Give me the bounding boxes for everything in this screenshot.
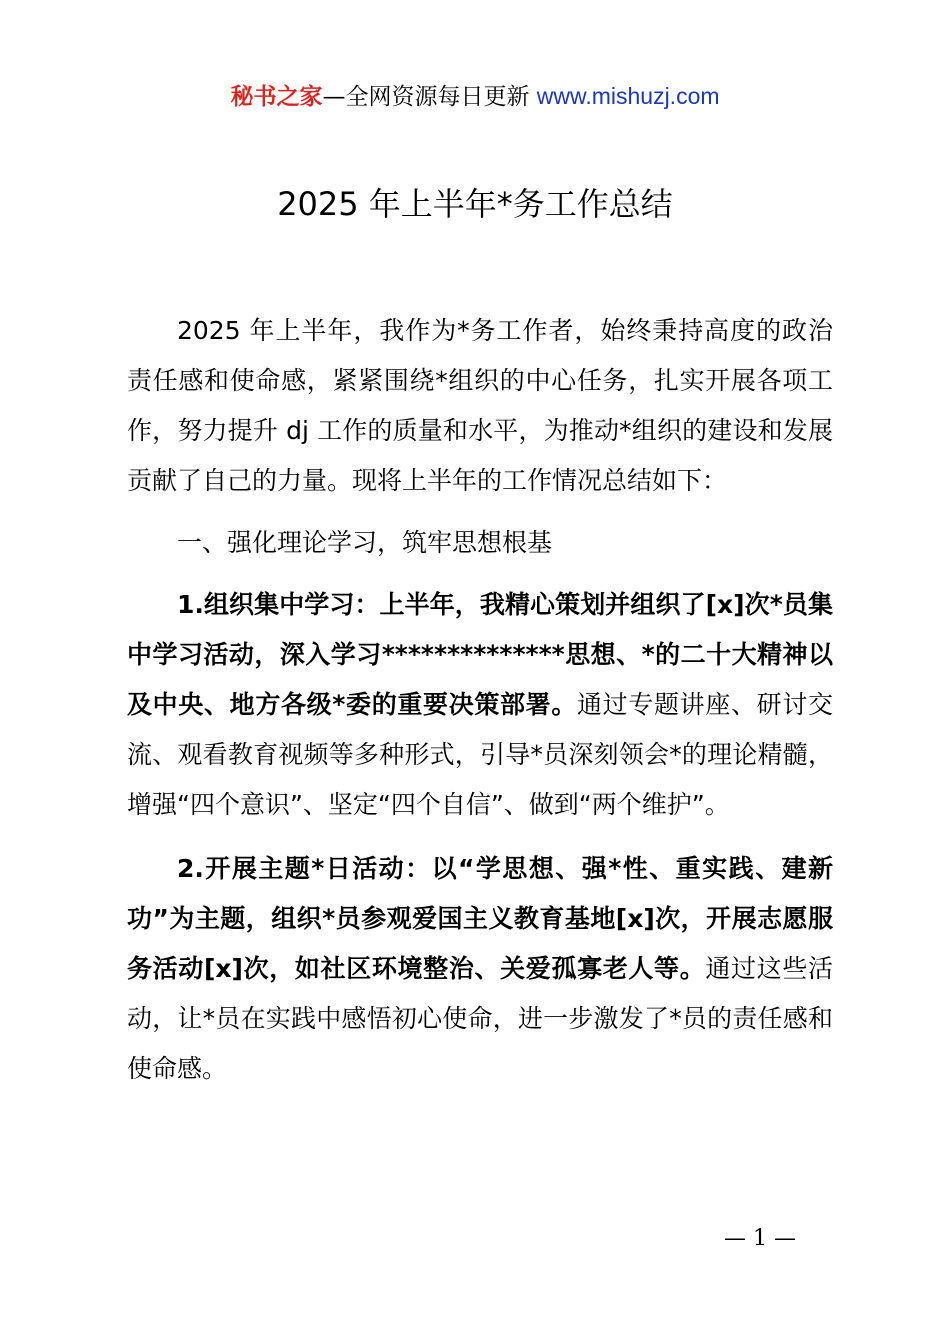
list-item [127,844,833,1094]
brand-name: 秘书之家 [230,84,323,110]
item-text: 通过这些活动，让*员在实践中感悟初心使命，进一步激发了*员的责任感和使命感。 [127,954,833,1083]
list-item [127,580,833,830]
document-title: 2025 年上半年*务工作总结 [277,185,673,223]
intro-paragraph: 2025 年上半年，我作为*务工作者，始终秉持高度的政治责任感和使命感，紧紧围绕*组织的中心任务，扎实开展各项工作，努力提升 dj 工作的质量和水平，为推动*组织的建设和发展贡献了自己的力量。现将上半年的工作情况总结如下： [127,316,833,495]
item-lead: 1.组织集中学习：上半年，我精心策划并组织了[x]次*员集中学习活动，深入学习**************思想、*的二十大精神以及中央、地方各级*委的重要决策部署。 [127,590,833,719]
document-body [127,306,833,1094]
item-lead: 2.开展主题*日活动：以“学思想、强*性、重实践、建新功”为主题，组织*员参观爱国主义教育基地[x]次，开展志愿服务活动[x]次，如社区环境整治、关爱孤寡老人等。 [127,854,833,983]
section-heading: 一、强化理论学习，筑牢思想根基 [177,528,553,557]
banner-tagline: —全网资源每日更新 [322,84,537,110]
site-url-link[interactable]: www.mishuzj.com [536,83,720,109]
page-number: — 1 — [724,1226,796,1251]
site-banner [0,80,950,113]
item-text: 通过专题讲座、研讨交流、观看教育视频等多种形式，引导*员深刻领会*的理论精髓，增强“四个意识”、坚定“四个自信”、做到“两个维护”。 [127,690,833,819]
